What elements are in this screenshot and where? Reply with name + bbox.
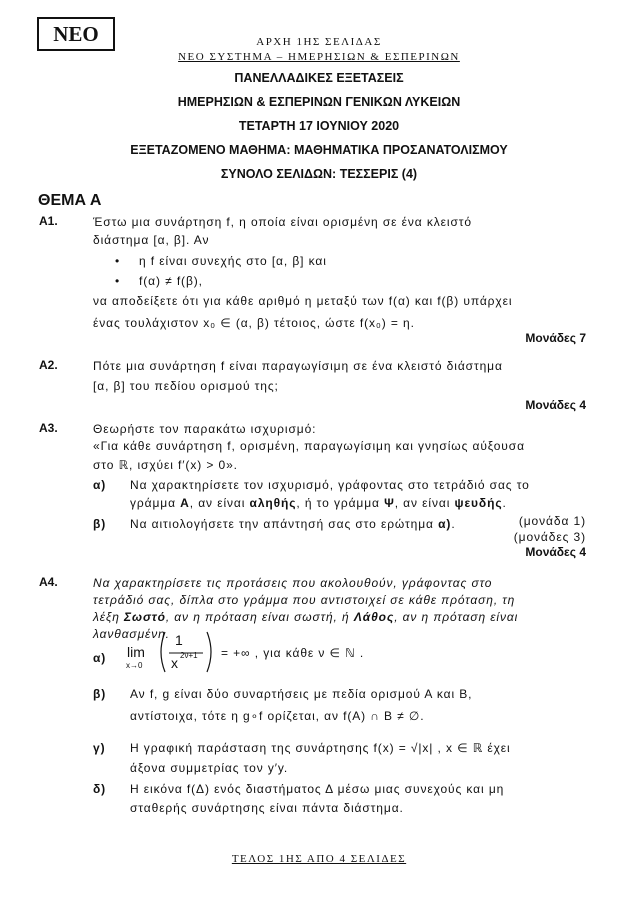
a1-bullet1: • η f είναι συνεχής στο [α, β] και	[139, 253, 327, 269]
a3-marks: Μονάδες 4	[525, 545, 586, 559]
a1-line1: Έστω μια συνάρτηση f, η οποία είναι ορισμένη σε ένα κλειστό	[93, 215, 473, 229]
a4-intro1: Να χαρακτηρίσετε τις προτάσεις που ακολουθούν, γράφοντας στο	[93, 576, 493, 590]
a3-line2: «Για κάθε συνάρτηση f, ορισμένη, παραγωγίσιμη και γνησίως αύξουσα	[93, 439, 525, 453]
a4-intro2: τετράδιό σας, δίπλα στο γράμμα που αντιστοιχεί σε κάθε πρόταση, τη	[93, 593, 516, 607]
a4-c-line1: Η γραφική παράσταση της συνάρτησης f(x) = √|x| , x ∈ ℝ έχει	[130, 741, 511, 755]
a1-bullet2: • f(α) ≠ f(β),	[139, 273, 203, 289]
a3-b-text: Να αιτιολογήσετε την απάντησή σας στο ερώτημα α).	[130, 517, 456, 531]
a4-intro3: λέξη Σωστό, αν η πρόταση είναι σωστή, ή Λάθος, αν η πρόταση είναι	[93, 610, 519, 624]
page-count: ΣΥΝΟΛΟ ΣΕΛΙΔΩΝ: ΤΕΣΣΕΡΙΣ (4)	[220, 167, 418, 181]
a1-marks: Μονάδες 7	[525, 331, 586, 345]
a3-a-text1: Να χαρακτηρίσετε τον ισχυρισμό, γράφοντας στο τετράδιό σας το	[130, 478, 530, 492]
a4-a-numerator: 1	[175, 632, 183, 648]
a3-line1: Θεωρήστε τον παρακάτω ισχυρισμό:	[93, 422, 317, 436]
a3-a-label: α)	[93, 478, 107, 492]
a4-b-label: β)	[93, 687, 107, 701]
page-start-label: ΑΡΧΗ 1ΗΣ ΣΕΛΙΔΑΣ	[256, 36, 382, 48]
section-title: ΘΕΜΑ Α	[38, 192, 102, 209]
a1-line4: ένας τουλάχιστον x₀ ∈ (α, β) τέτοιος, ώστε f(x₀) = η.	[93, 316, 415, 330]
a4-a-exponent: 2ν+1	[180, 651, 198, 660]
exam-date: ΤΕΤΑΡΤΗ 17 ΙΟΥΝΙΟΥ 2020	[238, 119, 400, 133]
exam-subject: ΕΞΕΤΑΖΟΜΕΝΟ ΜΑΘΗΜΑ: ΜΑΘΗΜΑΤΙΚΑ ΠΡΟΣΑΝΑΤΟΛΙΣΜΟΥ	[130, 143, 508, 157]
a4-d-label: δ)	[93, 782, 107, 796]
exam-title: ΠΑΝΕΛΛΑΔΙΚΕΣ ΕΞΕΤΑΣΕΙΣ	[234, 71, 404, 85]
a3-a-marks: (μονάδα 1)	[518, 514, 586, 528]
page-footer: ΤΕΛΟΣ 1ΗΣ ΑΠΟ 4 ΣΕΛΙΔΕΣ	[231, 853, 407, 865]
a3-b-label: β)	[93, 517, 107, 531]
a4-a-rest: = +∞ , για κάθε ν ∈ ℕ .	[221, 646, 365, 660]
a1-line2: διάστημα [α, β]. Αν	[93, 233, 210, 247]
question-number-a4: Α4.	[39, 575, 58, 589]
a2-line2: [α, β] του πεδίου ορισμού της;	[93, 379, 279, 393]
a4-d-line1: Η εικόνα f(Δ) ενός διαστήματος Δ μέσω μιας συνεχούς και μη	[130, 782, 505, 796]
school-type: ΗΜΕΡΗΣΙΩΝ & ΕΣΠΕΡΙΝΩΝ ΓΕΝΙΚΩΝ ΛΥΚΕΙΩΝ	[177, 95, 461, 109]
question-number-a1: Α1.	[39, 214, 58, 228]
a4-a-label: α)	[93, 651, 107, 665]
a2-line1: Πότε μια συνάρτηση f είναι παραγωγίσιμη σε ένα κλειστό διάστημα	[93, 359, 503, 373]
a4-b-line2: αντίστοιχα, τότε η g∘f ορίζεται, αν f(A) ∩ B ≠ ∅.	[130, 709, 425, 723]
a1-line3: να αποδείξετε ότι για κάθε αριθμό η μεταξύ των f(α) και f(β) υπάρχει	[93, 294, 513, 308]
system-label: ΝΕΟ ΣΥΣΤΗΜΑ – ΗΜΕΡΗΣΙΩΝ & ΕΣΠΕΡΙΝΩΝ	[178, 51, 460, 63]
a4-a-denominator: x	[171, 655, 178, 671]
a4-c-label: γ)	[93, 741, 106, 755]
question-number-a2: Α2.	[39, 358, 58, 372]
a2-marks: Μονάδες 4	[525, 398, 586, 412]
a3-line3: στο ℝ, ισχύει f′(x) > 0».	[93, 458, 238, 472]
a3-a-text2: γράμμα Α, αν είναι αληθής, ή το γράμμα Ψ, αν είναι ψευδής.	[130, 496, 507, 510]
a4-c-line2: άξονα συμμετρίας τον y′y.	[130, 761, 289, 775]
version-badge-label: ΝΕΟ	[53, 21, 99, 46]
a4-a-lim: lim	[127, 644, 145, 660]
a3-b-marks: (μονάδες 3)	[513, 530, 586, 544]
a4-intro4: λανθασμένη.	[93, 627, 170, 641]
a4-a-sub: x→0	[126, 661, 143, 670]
a4-d-line2: σταθερής συνάρτησης είναι πάντα διάστημα.	[130, 801, 404, 815]
question-number-a3: Α3.	[39, 421, 58, 435]
a4-b-line1: Αν f, g είναι δύο συναρτήσεις με πεδία ορισμού Α και Β,	[130, 687, 473, 701]
